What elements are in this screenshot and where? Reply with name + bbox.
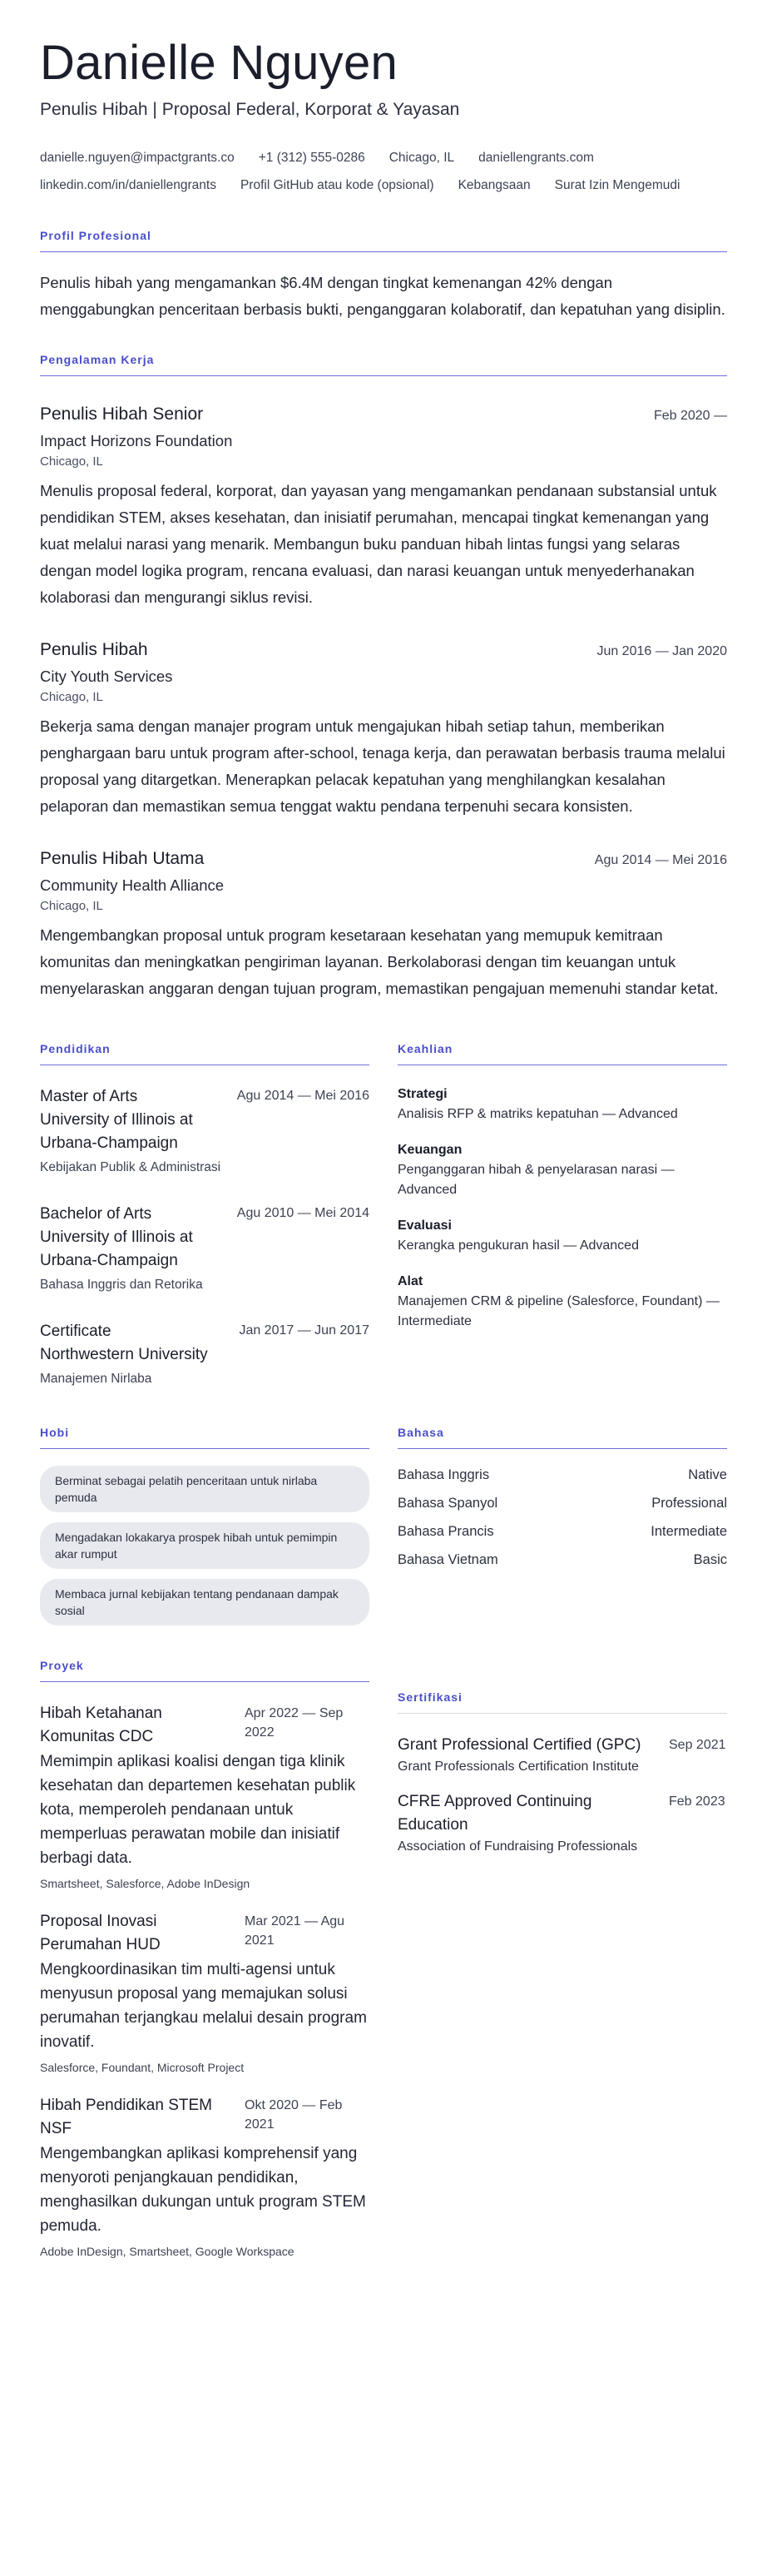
projects-certifications-row: [40, 1659, 727, 2260]
project-description: Mengembangkan aplikasi komprehensif yang menyoroti penjangkauan pendidikan, menghasilkan dukungan untuk program STEM pemuda.: [40, 2145, 366, 2235]
projects-section: [40, 1659, 369, 2260]
language-row: [398, 1466, 727, 1484]
language-level: Native: [688, 1467, 727, 1482]
project-name: Proposal Inovasi Perumahan HUD: [40, 1913, 161, 1953]
certification-name: Grant Professional Certified (GPC): [398, 1736, 641, 1754]
certification-issuer: Association of Fundraising Professionals: [398, 1839, 638, 1854]
contact-email[interactable]: danielle.nguyen@impactgrants.co: [40, 151, 235, 165]
language-name: Bahasa Spanyol: [398, 1496, 498, 1511]
job-location: Chicago, IL: [40, 454, 103, 469]
project-entry: [40, 2094, 369, 2260]
skill-value: Penganggaran hibah & penyelarasan narasi — Advanced: [398, 1163, 675, 1197]
education-school: Northwestern University: [40, 1346, 208, 1363]
skill-category: Keuangan: [398, 1143, 463, 1157]
summary-text: Penulis hibah yang mengamankan $6.4M dengan tingkat kemenangan 42% dengan menggabungkan penceritaan berbasis bukti, penganggaran kolaboratif, dan kepatuhan yang disiplin.: [40, 274, 725, 318]
project-date: Mar 2021 — Agu 2021: [245, 1914, 345, 1948]
job-company: Impact Horizons Foundation: [40, 432, 233, 449]
languages-section-title: Bahasa: [398, 1426, 727, 1449]
language-name: Bahasa Prancis: [398, 1524, 494, 1539]
candidate-name: Danielle Nguyen: [40, 36, 398, 90]
education-field: Manajemen Nirlaba: [40, 1372, 152, 1386]
job-location: Chicago, IL: [40, 899, 103, 913]
skill-category: Evaluasi: [398, 1219, 452, 1233]
education-field: Kebijakan Publik & Administrasi: [40, 1160, 221, 1174]
education-date: Agu 2010 — Mei 2014: [236, 1206, 369, 1220]
language-row: [398, 1494, 727, 1512]
job-title: Penulis Hibah Utama: [40, 849, 205, 868]
education-school: University of Illinois at Urbana-Champaign: [40, 1111, 193, 1152]
hobbies-section: [40, 1426, 369, 1635]
education-entry: [40, 1320, 369, 1389]
certification-date: Sep 2021: [669, 1738, 726, 1752]
education-date: Jan 2017 — Jun 2017: [239, 1323, 369, 1338]
language-row: [398, 1522, 727, 1541]
contact-location: Chicago, IL: [388, 151, 455, 165]
project-description: Memimpin aplikasi koalisi dengan tiga klinik kesehatan dan departemen kesehatan publik kota, memperoleh pendanaan untuk memperluas perawatan mobile dan inisiatif berbagi data.: [40, 1753, 356, 1867]
hobbies-section-title: Hobi: [40, 1426, 369, 1449]
education-date: Agu 2014 — Mei 2016: [236, 1089, 369, 1103]
contact-website[interactable]: daniellengrants.com: [478, 151, 594, 165]
project-name: Hibah Ketahanan Komunitas CDC: [40, 1705, 162, 1745]
education-skills-row: [40, 1042, 727, 1389]
contact-list: [40, 150, 727, 194]
project-tools: Smartsheet, Salesforce, Adobe InDesign: [40, 1877, 250, 1890]
contact-nationality: Kebangsaan: [458, 178, 531, 192]
certification-name: CFRE Approved Continuing Education: [398, 1793, 592, 1834]
project-entry: [40, 1910, 369, 2076]
job-title: Penulis Hibah Senior: [40, 405, 204, 424]
job-date: Agu 2014 — Mei 2016: [594, 853, 727, 867]
project-name: Hibah Pendidikan STEM NSF: [40, 2097, 212, 2137]
project-description: Mengkoordinasikan tim multi-agensi untuk menyusun proposal yang memajukan solusi perumahan terjangkau melalui desain program inovatif.: [40, 1961, 367, 2051]
education-degree: Bachelor of Arts: [40, 1205, 152, 1223]
work-section: [40, 353, 727, 1002]
job-title: Penulis Hibah: [40, 640, 148, 659]
certifications-section: [398, 1659, 727, 2260]
skills-section: [398, 1042, 727, 1389]
education-degree: Master of Arts: [40, 1088, 138, 1105]
work-section-title: Pengalaman Kerja: [40, 353, 727, 376]
projects-section-title: Proyek: [40, 1659, 369, 1682]
skills-section-title: Keahlian: [398, 1042, 727, 1065]
skill-value: Kerangka pengukuran hasil — Advanced: [398, 1238, 639, 1253]
contact-driving-license: Surat Izin Mengemudi: [554, 178, 680, 192]
job-date: Jun 2016 — Jan 2020: [596, 644, 727, 658]
education-field: Bahasa Inggris dan Retorika: [40, 1278, 203, 1292]
candidate-headline: Penulis Hibah | Proposal Federal, Korporat & Yayasan: [40, 100, 460, 119]
language-name: Bahasa Inggris: [398, 1467, 490, 1482]
skill-entry: [398, 1273, 727, 1332]
summary-section-title: Profil Profesional: [40, 229, 727, 252]
project-tools: Salesforce, Foundant, Microsoft Project: [40, 2061, 245, 2074]
job-description: Mengembangkan proposal untuk program kesetaraan kesehatan yang memupuk kemitraan komunitas dan meningkatkan pengiriman layanan. Berkolaborasi dengan tim keuangan untuk menyelaraskan anggaran dengan tujuan program, memastikan pengajuan memenuhi standar ketat.: [40, 926, 719, 997]
education-entry: [40, 1085, 369, 1178]
skill-entry: [398, 1085, 727, 1124]
certification-entry: [398, 1790, 727, 1857]
certification-entry: [398, 1734, 727, 1777]
language-name: Bahasa Vietnam: [398, 1552, 498, 1567]
skill-value: Analisis RFP & matriks kepatuhan — Advanced: [398, 1107, 678, 1121]
job-description: Bekerja sama dengan manajer program untuk mengajukan hibah setiap tahun, memberikan penghargaan baru untuk program after-school, tenaga kerja, dan perawatan berbasis trauma melalui proposal yang ditargetkan. Menerapkan pelacak kepatuhan yang menghilangkan kesalahan pelaporan dan memastikan semua tenggat waktu pendana terpenuhi secara konsisten.: [40, 717, 725, 815]
job-company: City Youth Services: [40, 668, 173, 685]
job-entry: [40, 638, 727, 820]
skill-entry: [398, 1217, 727, 1256]
project-tools: Adobe InDesign, Smartsheet, Google Workspace: [40, 2245, 294, 2258]
hobby-chip: Berminat sebagai pelatih penceritaan untuk nirlaba pemuda: [40, 1466, 369, 1512]
language-level: Intermediate: [651, 1524, 727, 1539]
job-entry: [40, 403, 727, 611]
skill-entry: [398, 1141, 727, 1200]
project-date: Apr 2022 — Sep 2022: [245, 1706, 344, 1740]
project-date: Okt 2020 — Feb 2021: [245, 2098, 343, 2132]
job-date: Feb 2020 —: [653, 409, 727, 423]
hobby-chip: Membaca jurnal kebijakan tentang pendanaan dampak sosial: [40, 1579, 369, 1626]
job-company: Community Health Alliance: [40, 876, 225, 894]
job-location: Chicago, IL: [40, 690, 103, 704]
job-description: Menulis proposal federal, korporat, dan yayasan yang mengamankan pendanaan substansial untuk pendidikan STEM, akses kesehatan, dan inisiatif perumahan, mencapai tingkat kemenangan yang kuat melalui narasi yang menarik. Membangun buku panduan hibah lintas fungsi yang selaras dengan model logika program, rencana evaluasi, dan narasi keuangan untuk menyederhanakan kolaborasi dan mengurangi siklus revisi.: [40, 482, 717, 606]
language-level: Basic: [693, 1552, 727, 1567]
certification-date: Feb 2023: [669, 1794, 725, 1809]
education-degree: Certificate: [40, 1323, 111, 1340]
hobbies-languages-row: [40, 1426, 727, 1635]
skill-value: Manajemen CRM & pipeline (Salesforce, Foundant) — Intermediate: [398, 1294, 720, 1328]
skill-category: Alat: [398, 1274, 423, 1288]
job-entry: [40, 847, 727, 1002]
contact-github[interactable]: Profil GitHub atau kode (opsional): [240, 178, 434, 192]
hobby-chip: Mengadakan lokakarya prospek hibah untuk pemimpin akar rumput: [40, 1522, 369, 1569]
project-entry: [40, 1702, 369, 1892]
language-level: Professional: [651, 1496, 727, 1511]
education-entry: [40, 1203, 369, 1295]
contact-linkedin[interactable]: linkedin.com/in/daniellengrants: [40, 178, 216, 192]
education-section-title: Pendidikan: [40, 1042, 369, 1065]
education-section: [40, 1042, 369, 1389]
resume-header: [40, 37, 727, 122]
certifications-section-title: Sertifikasi: [398, 1690, 727, 1714]
skill-category: Strategi: [398, 1087, 448, 1101]
language-row: [398, 1551, 727, 1569]
contact-phone[interactable]: +1 (312) 555-0286: [258, 151, 365, 165]
summary-section: [40, 229, 727, 323]
education-school: University of Illinois at Urbana-Champaign: [40, 1228, 193, 1269]
certification-issuer: Grant Professionals Certification Institute: [398, 1760, 639, 1774]
languages-section: [398, 1426, 727, 1635]
